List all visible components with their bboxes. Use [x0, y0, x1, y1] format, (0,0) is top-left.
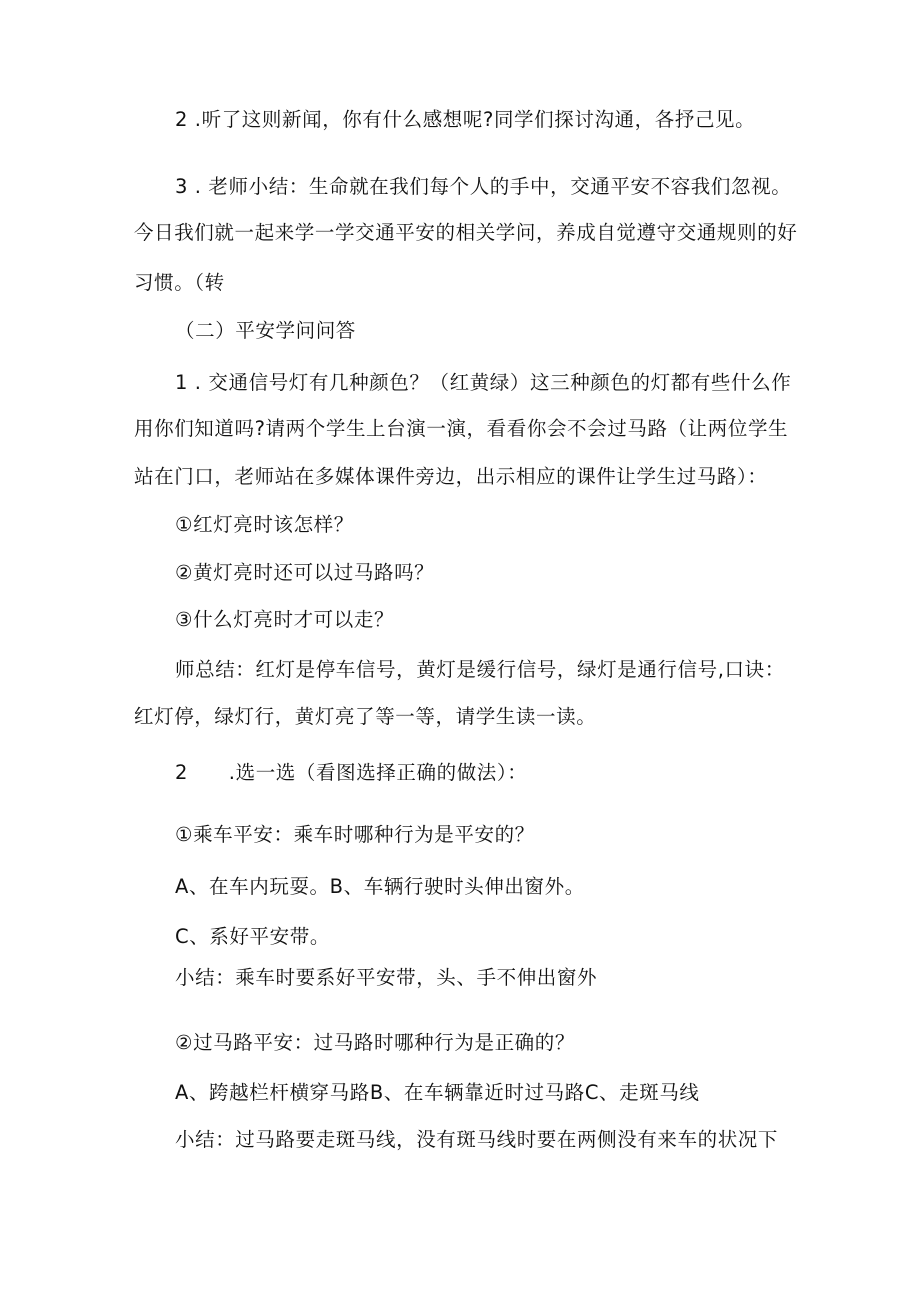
option-ride-c: C、系好平安带。: [175, 925, 330, 948]
paragraph-line-3: 今日我们就一起来学一学交通平安的相关学问，养成自觉遵守交通规则的好: [134, 221, 798, 244]
list-item-go-light: ③什么灯亮时才可以走？: [175, 608, 395, 631]
paragraph-line-7: 用你们知道吗?请两个学生上台演一演，看看你会不会过马路（让两位学生: [134, 417, 789, 440]
paragraph-line-1: 2 .听了这则新闻，你有什么感想呢?同学们探讨沟通，各抒己见。: [175, 108, 756, 131]
paragraph-line-6: 1 . 交通信号灯有几种颜色？（红黄绿）这三种颜色的灯都有些什么作: [175, 371, 792, 394]
paragraph-line-2: 3 . 老师小结：生命就在我们每个人的手中，交通平安不容我们忽视。: [175, 175, 792, 198]
paragraph-line-8: 站在门口，老师站在多媒体课件旁边，出示相应的课件让学生过马路）：: [134, 465, 768, 488]
paragraph-line-12: 师总结：红灯是停车信号，黄灯是缓行信号，绿灯是通行信号,口诀：: [175, 658, 785, 681]
question-ride-safety: ①乘车平安：乘车时哪种行为是平安的？: [175, 823, 535, 846]
section-heading: （二）平安学问问答: [175, 319, 356, 342]
paragraph-line-13: 红灯停，绿灯行，黄灯亮了等一等，请学生读一读。: [134, 705, 597, 728]
options-ride-ab: A、在车内玩耍。B、车辆行驶时头伸出窗外。: [175, 875, 585, 898]
summary-ride: 小结：乘车时要系好平安带，头、手不伸出窗外: [175, 966, 598, 989]
list-item-red-light: ①红灯亮时该怎样？: [175, 513, 354, 536]
paragraph-line-14: 2 .选一选（看图选择正确的做法）：: [175, 761, 528, 784]
list-item-yellow-light: ②黄灯亮时还可以过马路吗？: [175, 561, 435, 584]
options-crossing: A、跨越栏杆横穿马路B、在车辆靠近时过马路C、走斑马线: [175, 1081, 700, 1104]
summary-crossing: 小结：过马路要走斑马线，没有斑马线时要在两侧没有来车的状况下: [175, 1128, 779, 1151]
question-crossing-safety: ②过马路平安：过马路时哪种行为是正确的？: [175, 1031, 575, 1054]
paragraph-line-4: 习惯。（转: [134, 271, 225, 294]
